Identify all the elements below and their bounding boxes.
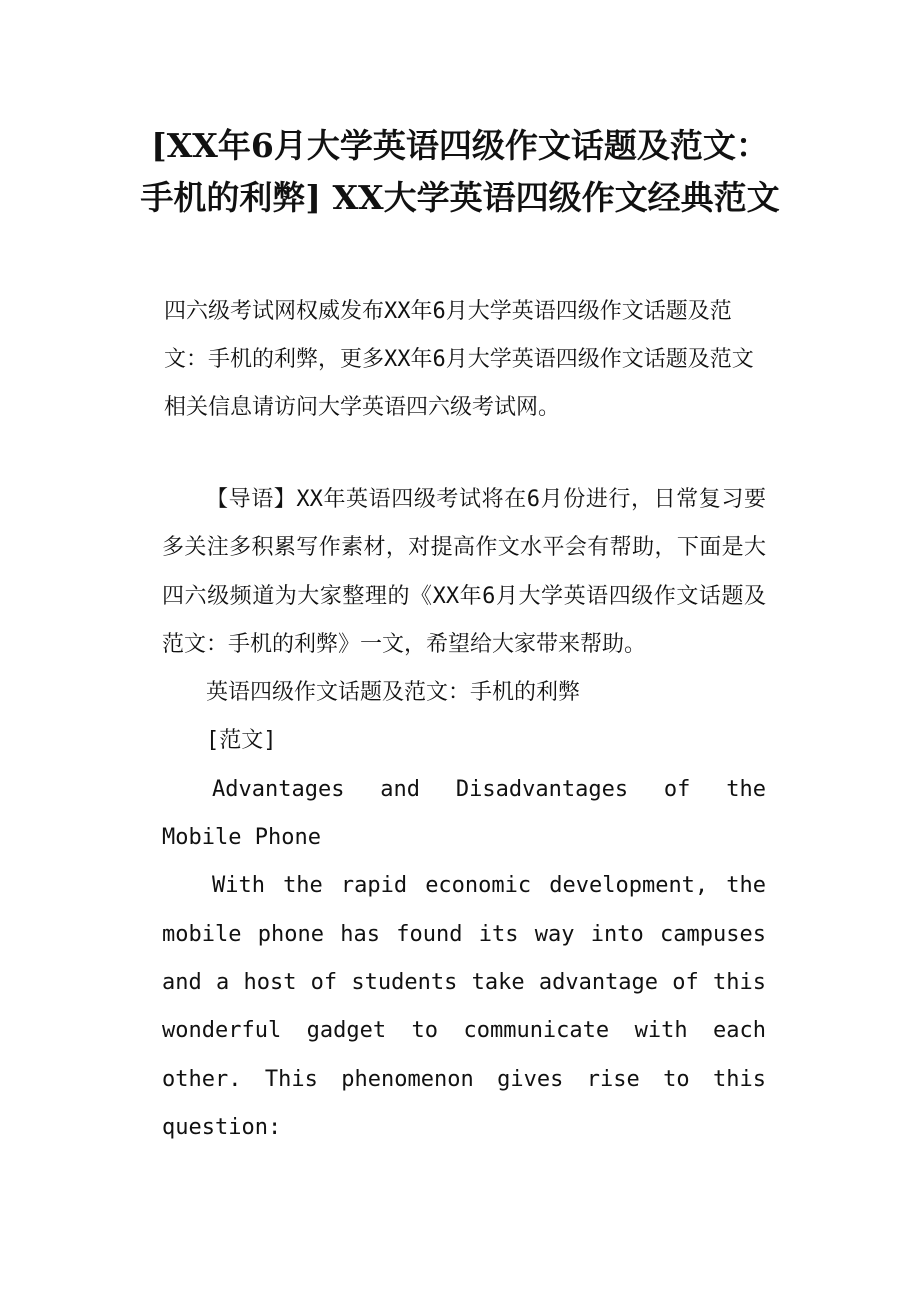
document-body: [162, 476, 766, 1152]
intro-paragraph: 四六级考试网权威发布XX年6月大学英语四级作文话题及范文：手机的利弊，更多XX年6月大学英语四级作文话题及范文相关信息请访问大学英语四六级考试网。: [164, 299, 754, 420]
essay-title: Advantages and Disadvantages of the Mobile Phone: [162, 776, 766, 851]
section-heading: 英语四级作文话题及范文：手机的利弊: [206, 680, 581, 706]
document-title: [XX年6月大学英语四级作文话题及范文：手机的利弊] XX大学英语四级作文经典范文: [140, 126, 780, 217]
lead-paragraph: 【导语】XX年英语四级考试将在6月份进行，日常复习要多关注多积累写作素材，对提高作文水平会有帮助，下面是大四六级频道为大家整理的《XX年6月大学英语四级作文话题及范文：手机的利弊》一文，希望给大家带来帮助。: [162, 487, 766, 657]
essay-paragraph: With the rapid economic development, the mobile phone has found its way into campuses and a host of students take advantage of this wonderful gadget to communicate with each other. This phenomenon gives rise to this question:: [162, 873, 766, 1140]
sample-label: [范文]: [206, 728, 277, 754]
